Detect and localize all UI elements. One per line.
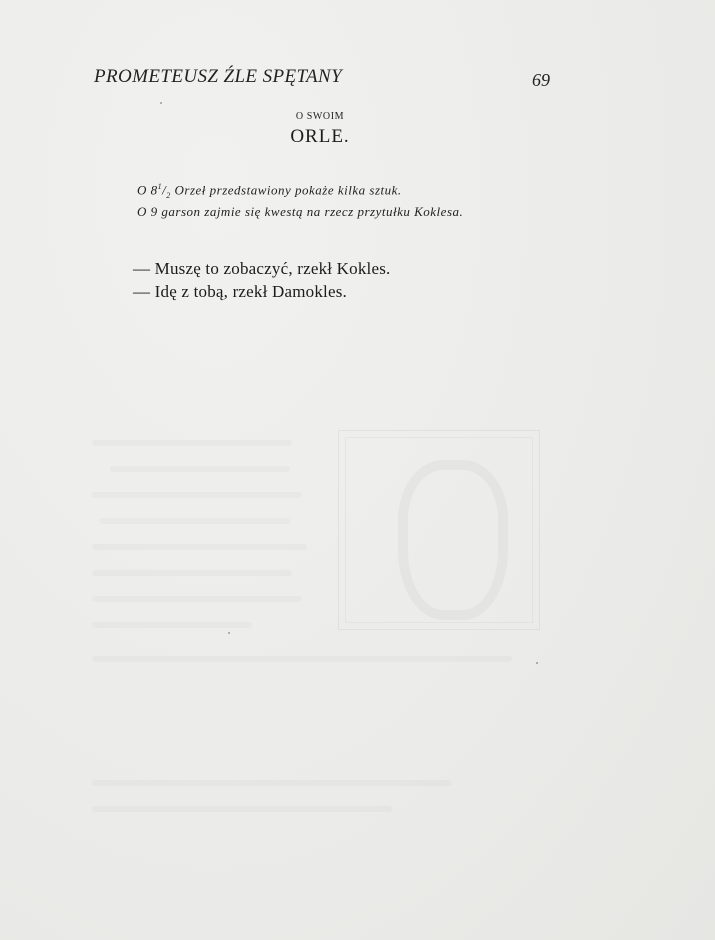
paper-speck (160, 102, 162, 104)
subheading-small: O SWOIM (295, 111, 345, 122)
show-through-line (92, 570, 292, 576)
page-number: 69 (532, 70, 550, 90)
notice-fraction-denominator: 2 (166, 190, 171, 200)
paper-speck (536, 662, 538, 664)
show-through-line (92, 596, 302, 602)
dialogue-line-2: — Idę z tobą, rzekł Damokles. (133, 282, 347, 301)
dialogue-line-1: — Muszę to zobaczyć, rzekł Kokles. (133, 259, 391, 278)
show-through-line (100, 518, 290, 524)
notice-line-1-prefix: O 8 (137, 182, 158, 198)
notice-line-1 (137, 182, 402, 200)
show-through-line (92, 656, 512, 662)
notice-fraction-numerator: 1 (157, 182, 163, 191)
show-through-line (92, 806, 392, 812)
show-through-line (92, 440, 292, 446)
show-through-line (92, 622, 252, 628)
paper-speck (228, 632, 230, 634)
show-through-line (92, 780, 452, 786)
show-through-line (110, 466, 290, 472)
notice-line-2: O 9 garson zajmie się kwestą na rzecz przytułku Koklesa. (137, 204, 464, 219)
running-head: PROMETEUSZ ŹLE SPĘTANY (94, 66, 343, 87)
notice-fraction-separator: / (162, 182, 167, 198)
show-through-line (92, 492, 302, 498)
show-through-line (92, 544, 307, 550)
show-through-initial (398, 460, 508, 620)
notice-line-1-text: Orzeł przedstawiony pokaże kilka sztuk. (170, 182, 402, 198)
subheading-title: ORLE. (290, 126, 350, 147)
